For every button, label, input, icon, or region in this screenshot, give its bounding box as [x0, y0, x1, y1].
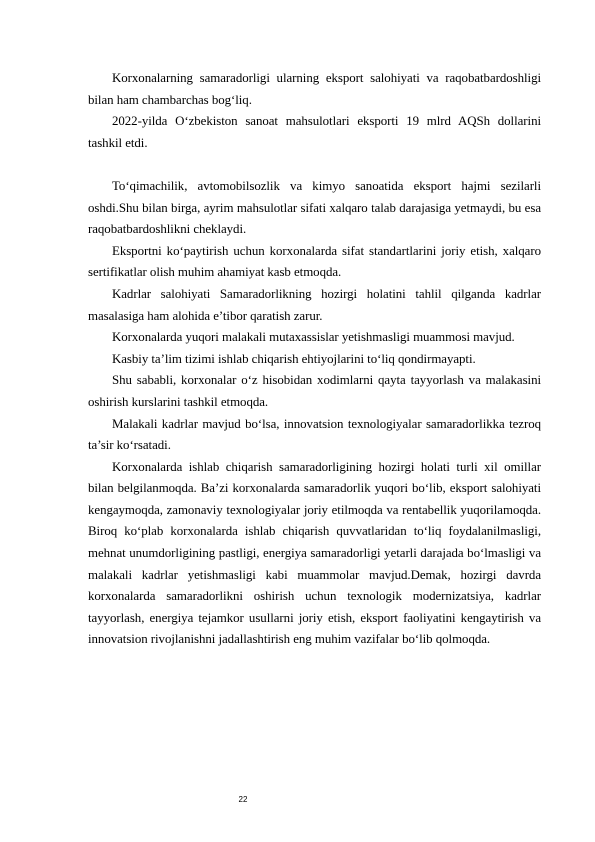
body-text — [88, 68, 541, 651]
paragraph-staff-potential: Kadrlar salohiyati Samaradorlikning hozirgi holatini tahlil qilganda kadrlar masalasiga ham alohida e’tibor qaratish zarur. — [88, 286, 541, 323]
paragraph-export-2022: 2022-yilda O‘zbekiston sanoat mahsulotlari eksporti 19 mlrd AQSh dollarini tashkil etdi. — [88, 114, 541, 150]
paragraph-vocational-education: Kasbiy ta’lim tizimi ishlab chiqarish ehtiyojlarini to‘liq qondirmayapti. — [112, 351, 476, 366]
paragraph-industry-export-growth: To‘qimachilik, avtomobilsozlik va kimyo sanoatida eksport hajmi sezilarli oshdi.Shu bilan birga, ayrim mahsulotlar sifati xalqaro talab darajasiga yetmaydi, bu esa raqobatbardoshlikni cheklaydi. — [88, 178, 541, 237]
paragraph-conclusion: Korxonalarda ishlab chiqarish samaradorligining hozirgi holati turli xil omillar bilan belgilanmoqda. Ba’zi korxonalarda samaradorlik yuqori bo‘lib, eksport salohiyati kengaymoqda, zamonaviy texnologiyalar joriy etilmoqda va rentabellik yuqorilamoqda. Biroq ko‘plab korxonalarda ishlab chiqarish quvvatlaridan to‘liq foydalanilmasligi, mehnat unumdorligining pastligi, energiya samaradorligi yetarli darajada bo‘lmasligi va malakali kadrlar yetishmasligi kabi muammolar mavjud.Demak, hozirgi davrda korxonalarda samaradorlikni oshirish uchun texnologik modernizatsiya, kadrlar tayyorlash, energiya tejamkor usullarni joriy etish, eksport faoliyatini kengaytirish va innovatsion rivojlanishni jadallashtirish eng muhim vazifalar bo‘lib qolmoqda. — [88, 459, 541, 647]
paragraph-innovation-impact: Malakali kadrlar mavjud bo‘lsa, innovatsion texnologiyalar samaradorlikka tezroq ta’sir ko‘rsatadi. — [88, 416, 541, 453]
paragraph-retraining-courses: Shu sababli, korxonalar o‘z hisobidan xodimlarni qayta tayyorlash va malakasini oshirish kurslarini tashkil etmoqda. — [88, 373, 541, 409]
paragraph-quality-standards: Eksportni ko‘paytirish uchun korxonalarda sifat standartlarini joriy etish, xalqaro sertifikatlar olish muhim ahamiyat kasb etmoqda. — [88, 243, 541, 280]
paragraph-specialist-shortage: Korxonalarda yuqori malakali mutaxassislar yetishmasligi muammosi mavjud. — [112, 330, 515, 345]
paragraph-spacer — [88, 154, 541, 176]
paragraph-export-competitiveness: Korxonalarning samaradorligi ularning eksport salohiyati va raqobatbardoshligi bilan ham chambarchas bog‘liq. — [88, 71, 541, 107]
page-number: 22 — [238, 795, 248, 804]
